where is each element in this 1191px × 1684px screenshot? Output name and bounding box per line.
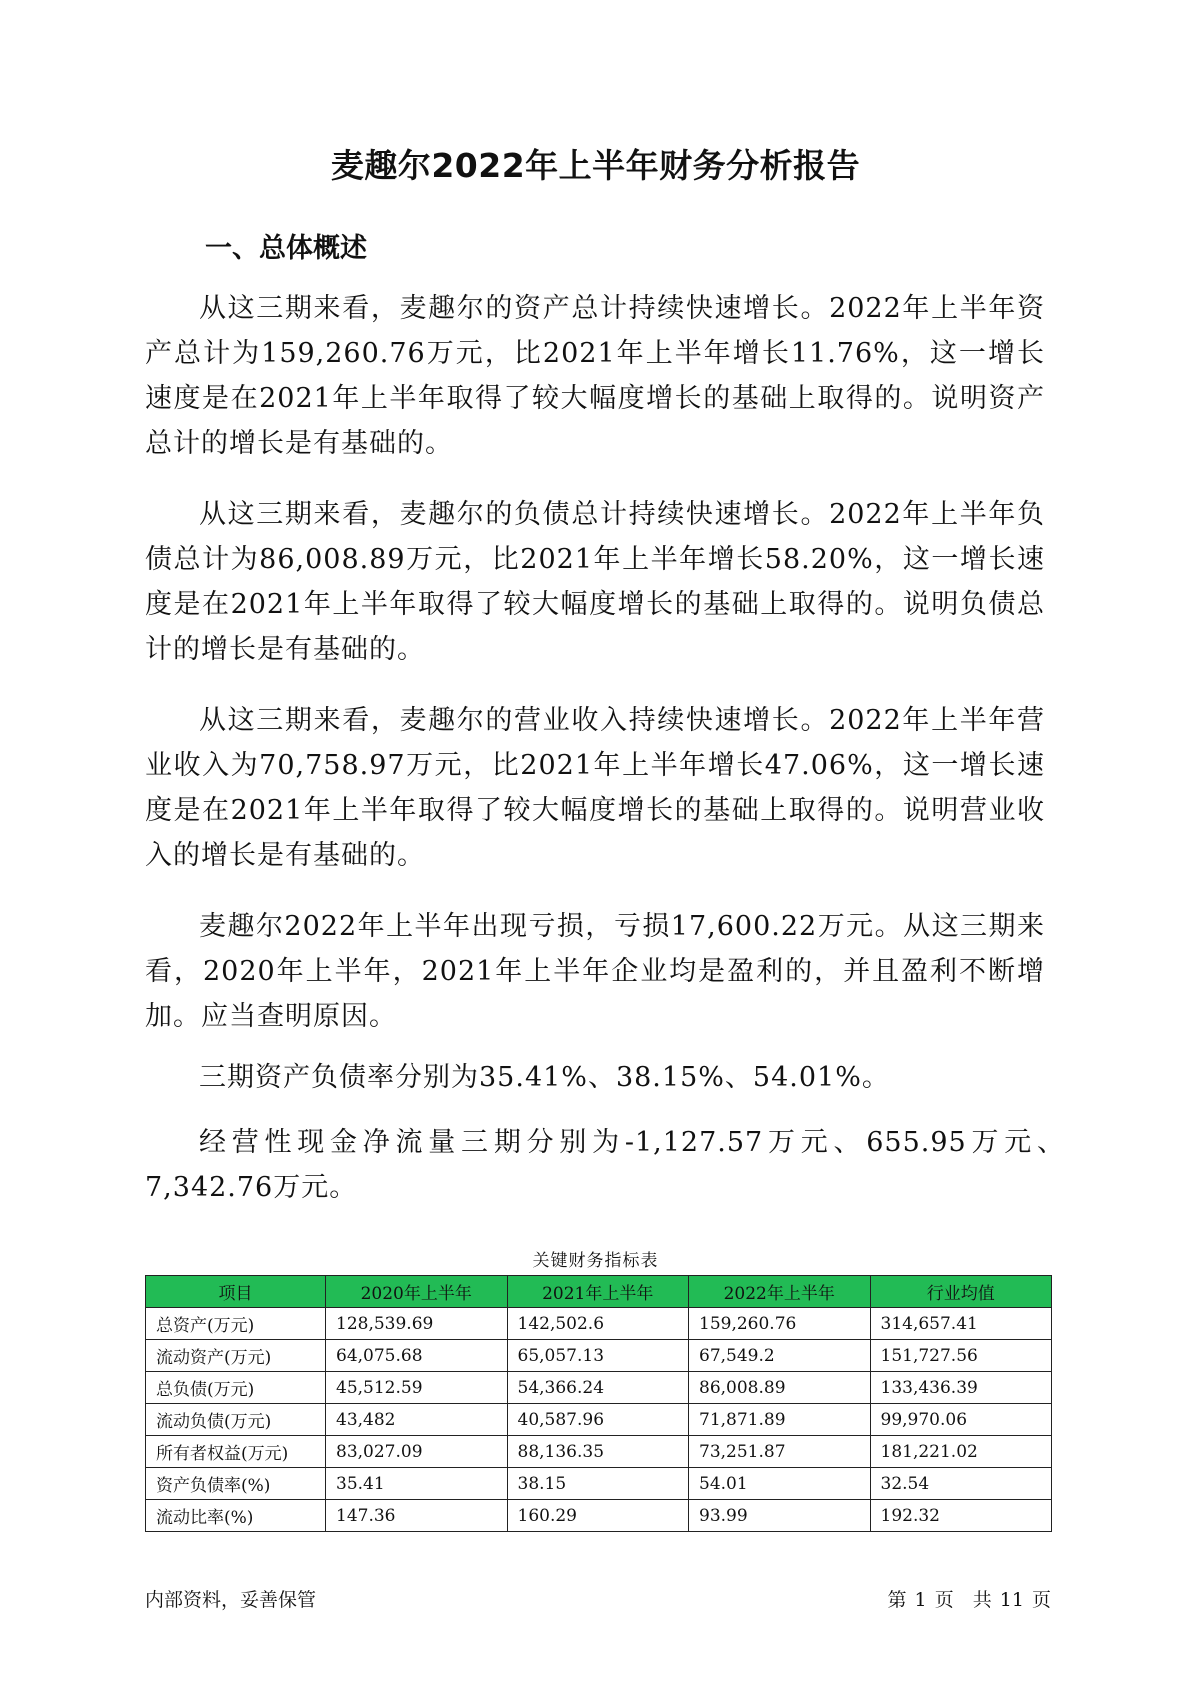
- header-2021h1: 2021年上半年: [507, 1276, 689, 1308]
- cell-value: 314,657.41: [870, 1308, 1052, 1340]
- cell-value: 151,727.56: [870, 1340, 1052, 1372]
- document-title: 麦趣尔2022年上半年财务分析报告: [330, 146, 861, 185]
- paragraph-assets: 从这三期来看，麦趣尔的资产总计持续快速增长。2022年上半年资产总计为159,260.76万元，比2021年上半年增长11.76%，这一增长速度是在2021年上半年取得了较大幅度增长的基础上取得的。说明资产总计的增长是有基础的。: [145, 293, 1045, 459]
- cell-value: 128,539.69: [326, 1308, 508, 1340]
- cell-value: 64,075.68: [326, 1340, 508, 1372]
- cell-value: 192.32: [870, 1500, 1052, 1532]
- row-label: 总资产(万元): [146, 1308, 326, 1340]
- cell-value: 83,027.09: [326, 1436, 508, 1468]
- table-row: [146, 1436, 1052, 1468]
- cell-value: 43,482: [326, 1404, 508, 1436]
- header-2022h1: 2022年上半年: [689, 1276, 871, 1308]
- row-label: 流动比率(%): [146, 1500, 326, 1532]
- cell-value: 147.36: [326, 1500, 508, 1532]
- cell-value: 159,260.76: [689, 1308, 871, 1340]
- table-row: [146, 1468, 1052, 1500]
- cell-value: 45,512.59: [326, 1372, 508, 1404]
- table-row: [146, 1500, 1052, 1532]
- header-item: 项目: [146, 1276, 326, 1308]
- table-row: [146, 1340, 1052, 1372]
- cell-value: 35.41: [326, 1468, 508, 1500]
- cell-value: 86,008.89: [689, 1372, 871, 1404]
- paragraph-revenue: 从这三期来看，麦趣尔的营业收入持续快速增长。2022年上半年营业收入为70,758.97万元，比2021年上半年增长47.06%，这一增长速度是在2021年上半年取得了较大幅度增长的基础上取得的。说明营业收入的增长是有基础的。: [145, 705, 1045, 871]
- paragraph-liabilities: 从这三期来看，麦趣尔的负债总计持续快速增长。2022年上半年负债总计为86,008.89万元，比2021年上半年增长58.20%，这一增长速度是在2021年上半年取得了较大幅度增长的基础上取得的。说明负债总计的增长是有基础的。: [145, 499, 1045, 665]
- page-prefix: 第: [887, 1589, 907, 1611]
- page-number: [885, 1585, 1051, 1612]
- table-row: [146, 1308, 1052, 1340]
- row-label: 流动资产(万元): [146, 1340, 326, 1372]
- header-2020h1: 2020年上半年: [326, 1276, 508, 1308]
- page-suffix: 页: [1031, 1589, 1051, 1611]
- cell-value: 133,436.39: [870, 1372, 1052, 1404]
- cell-value: 99,970.06: [870, 1404, 1052, 1436]
- paragraph-loss: 麦趣尔2022年上半年出现亏损，亏损17,600.22万元。从这三期来看，2020年上半年，2021年上半年企业均是盈利的，并且盈利不断增加。应当查明原因。: [145, 911, 1045, 1032]
- cell-value: 67,549.2: [689, 1340, 871, 1372]
- cell-value: 73,251.87: [689, 1436, 871, 1468]
- row-label: 资产负债率(%): [146, 1468, 326, 1500]
- cell-value: 54,366.24: [507, 1372, 689, 1404]
- row-label: 所有者权益(万元): [146, 1436, 326, 1468]
- cell-value: 88,136.35: [507, 1436, 689, 1468]
- cell-value: 54.01: [689, 1468, 871, 1500]
- footer-confidential-note: 内部资料，妥善保管: [145, 1589, 317, 1611]
- table-caption: 关键财务指标表: [532, 1251, 659, 1271]
- page-mid: 页 共: [934, 1589, 992, 1611]
- page-current: 1: [914, 1589, 927, 1611]
- cell-value: 65,057.13: [507, 1340, 689, 1372]
- key-financial-indicators-table: [145, 1275, 1052, 1532]
- paragraph-cash-flow: 经营性现金净流量三期分别为-1,127.57万元、655.95万元、7,342.76万元。: [145, 1127, 1065, 1203]
- row-label: 总负债(万元): [146, 1372, 326, 1404]
- cell-value: 71,871.89: [689, 1404, 871, 1436]
- table-row: [146, 1404, 1052, 1436]
- cell-value: 38.15: [507, 1468, 689, 1500]
- section-heading-overview: 一、总体概述: [205, 233, 367, 264]
- cell-value: 142,502.6: [507, 1308, 689, 1340]
- cell-value: 40,587.96: [507, 1404, 689, 1436]
- cell-value: 181,221.02: [870, 1436, 1052, 1468]
- paragraph-debt-ratio: 三期资产负债率分别为35.41%、38.15%、54.01%。: [199, 1062, 890, 1093]
- cell-value: 32.54: [870, 1468, 1052, 1500]
- table-row: [146, 1372, 1052, 1404]
- header-industry-average: 行业均值: [870, 1276, 1052, 1308]
- page-total: 11: [999, 1589, 1024, 1611]
- row-label: 流动负债(万元): [146, 1404, 326, 1436]
- table-header-row: [146, 1276, 1052, 1308]
- cell-value: 160.29: [507, 1500, 689, 1532]
- cell-value: 93.99: [689, 1500, 871, 1532]
